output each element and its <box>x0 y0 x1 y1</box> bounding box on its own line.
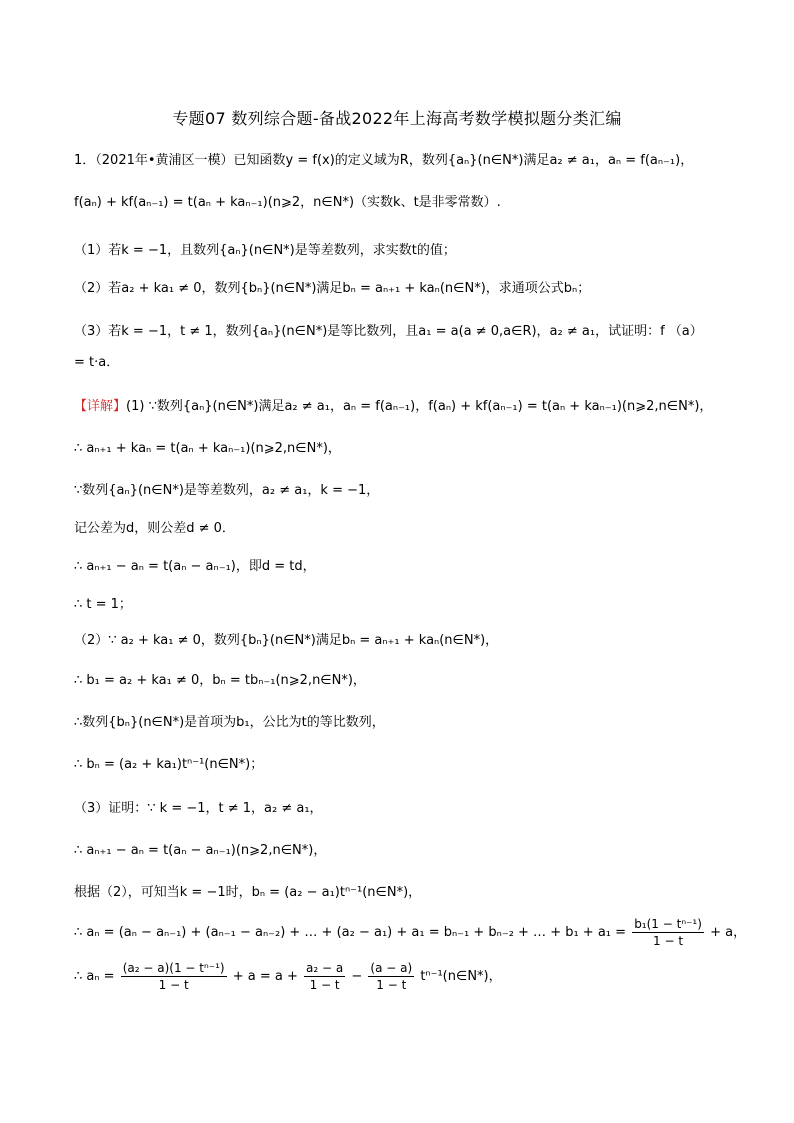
solution-line-6: ∴ t = 1； <box>74 597 132 612</box>
an-expression-start: ∴ aₙ = <box>74 969 115 984</box>
solution-line-3: ∵数列{aₙ}(n∈N*)是等差数列，a₂ ≠ a₁，k = −1， <box>74 483 380 498</box>
solution-line-15 <box>74 960 502 993</box>
fraction-3-numerator: (a − a) <box>370 961 413 975</box>
sum-expression: ∴ aₙ = (aₙ − aₙ₋₁) + (aₙ₋₁ − aₙ₋₂) + … + (a₂ − a₁) + a₁ = bₙ₋₁ + bₙ₋₂ + … + b₁ + a₁ = <box>74 925 627 940</box>
fraction-3 <box>368 960 414 993</box>
fraction-numerator: b₁(1 − tⁿ⁻¹) <box>634 917 702 931</box>
fraction-1-numerator: (a₂ − a)(1 − tⁿ⁻¹) <box>122 961 225 975</box>
fraction-1 <box>121 960 227 993</box>
solution-line-5: ∴ aₙ₊₁ − aₙ = t(aₙ − aₙ₋₁)，即d = td， <box>74 559 316 574</box>
solution-line-9: ∴数列{bₙ}(n∈N*)是首项为b₁，公比为t的等比数列， <box>74 715 385 730</box>
an-expression-mid: + a = a + <box>232 969 298 984</box>
fraction-2-denominator: 1 − t <box>309 978 340 992</box>
sum-tail: + a， <box>710 925 747 940</box>
solution-line-13: 根据（2），可知当k = −1时，bₙ = (a₂ − a₁)tⁿ⁻¹(n∈N*)， <box>74 885 422 900</box>
fraction-3-denominator: 1 − t <box>376 978 407 992</box>
page-title: 专题07 数列综合题-备战2022年上海高考数学模拟题分类汇编 <box>172 109 622 128</box>
question-3-line-1: （3）若k = −1，t ≠ 1，数列{aₙ}(n∈N*)是等比数列，且a₁ = a(a ≠ 0,a∈R)，a₂ ≠ a₁，试证明：f （a） <box>74 324 703 339</box>
solution-line-11: （3）证明：∵ k = −1，t ≠ 1，a₂ ≠ a₁， <box>74 801 323 816</box>
solution-line-2: ∴ aₙ₊₁ + kaₙ = t(aₙ + kaₙ₋₁)(n⩾2,n∈N*)， <box>74 441 341 456</box>
question-3-line-2: = t·a． <box>74 355 120 370</box>
an-expression-end: tⁿ⁻¹(n∈N*)， <box>420 969 502 984</box>
solution-line-1-text: (1) ∵数列{aₙ}(n∈N*)满足a₂ ≠ a₁，aₙ = f(aₙ₋₁)，f(aₙ) + kf(aₙ₋₁) = t(aₙ + kaₙ₋₁)(n⩾2,n∈N*)， <box>126 399 713 414</box>
fraction-2 <box>304 960 345 993</box>
question-2: （2）若a₂ + ka₁ ≠ 0，数列{bₙ}(n∈N*)满足bₙ = aₙ₊₁ + kaₙ(n∈N*)，求通项公式bₙ； <box>74 281 591 296</box>
solution-line-14 <box>74 916 746 949</box>
solution-line-10: ∴ bₙ = (a₂ + ka₁)tⁿ⁻¹(n∈N*)； <box>74 757 264 772</box>
problem-statement-line-1: 1．（2021年•黄浦区一模）已知函数y = f(x)的定义域为R，数列{aₙ}(n∈N*)满足a₂ ≠ a₁，aₙ = f(aₙ₋₁)， <box>74 153 694 168</box>
solution-tag: 【详解】 <box>74 399 127 414</box>
fraction-1-denominator: 1 − t <box>158 978 189 992</box>
fraction-2-numerator: a₂ − a <box>306 961 344 975</box>
question-1: （1）若k = −1，且数列{aₙ}(n∈N*)是等差数列，求实数t的值； <box>74 243 456 258</box>
solution-line-12: ∴ aₙ₊₁ − aₙ = t(aₙ − aₙ₋₁)(n⩾2,n∈N*)， <box>74 843 327 858</box>
solution-line-7: （2）∵ a₂ + ka₁ ≠ 0，数列{bₙ}(n∈N*)满足bₙ = aₙ₊₁ + kaₙ(n∈N*)， <box>74 633 499 648</box>
fraction-sum <box>632 916 704 949</box>
fraction-denominator: 1 − t <box>653 934 684 948</box>
solution-line-4: 记公差为d，则公差d ≠ 0． <box>74 521 235 536</box>
problem-statement-line-2: f(aₙ) + kf(aₙ₋₁) = t(aₙ + kaₙ₋₁)(n⩾2，n∈N*)（实数k、t是非零常数）. <box>74 195 501 210</box>
minus-sign: − <box>351 969 363 984</box>
solution-line-1 <box>74 398 712 416</box>
solution-line-8: ∴ b₁ = a₂ + ka₁ ≠ 0，bₙ = tbₙ₋₁(n⩾2,n∈N*)， <box>74 673 366 688</box>
